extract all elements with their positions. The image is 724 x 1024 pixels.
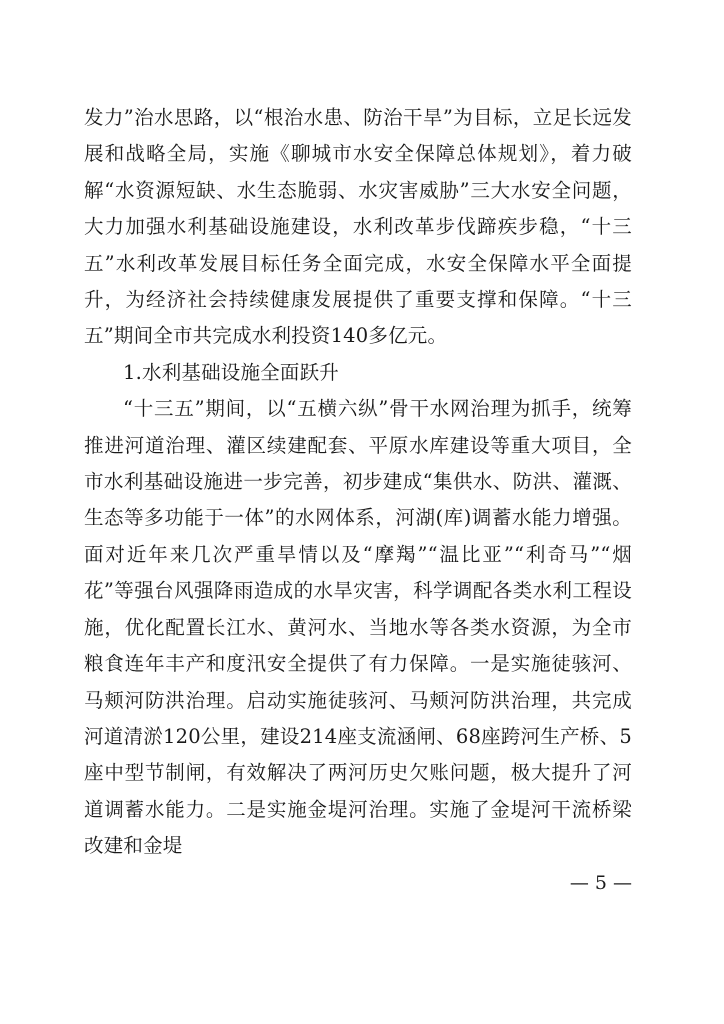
- page-number: — 5 —: [569, 872, 632, 894]
- paragraph-continuation: 发力”治水思路，以“根治水患、防治干旱”为目标，立足长远发展和战略全局，实施《聊城市水安全保障总体规划》，着力破解“水资源短缺、水生态脆弱、水灾害威胁”三大水安全问题，大力加强水利基础设施建设，水利改革步伐蹄疾步稳，“十三五”水利改革发展目标任务全面完成，水安全保障水平全面提升，为经济社会持续健康发展提供了重要支撑和保障。“十三五”期间全市共完成水利投资140多亿元。: [84, 106, 632, 348]
- paragraph-body: “十三五”期间，以“五横六纵”骨干水网治理为抓手，统筹推进河道治理、灌区续建配套、平原水库建设等重大项目，全市水利基础设施进一步完善，初步建成“集供水、防洪、灌溉、生态等多功能于一体”的水网体系，河湖(库)调蓄水能力增强。面对近年来几次严重旱情以及“摩羯”“温比亚”“利奇马”“烟花”等强台风强降雨造成的水旱灾害，科学调配各类水利工程设施，优化配置长江水、黄河水、当地水等各类水资源，为全市粮食连年丰产和度汛安全提供了有力保障。一是实施徒骇河、马颊河防洪治理。启动实施徒骇河、马颊河防洪治理，共完成河道清淤120公里，建设214座支流涵闸、68座跨河生产桥、5座中型节制闸，有效解决了两河历史欠账问题，极大提升了河道调蓄水能力。二是实施金堤河治理。实施了金堤河干流桥梁改建和金堤: [84, 397, 632, 858]
- document-body: [84, 100, 632, 865]
- section-heading: 1.水利基础设施全面跃升: [123, 360, 340, 384]
